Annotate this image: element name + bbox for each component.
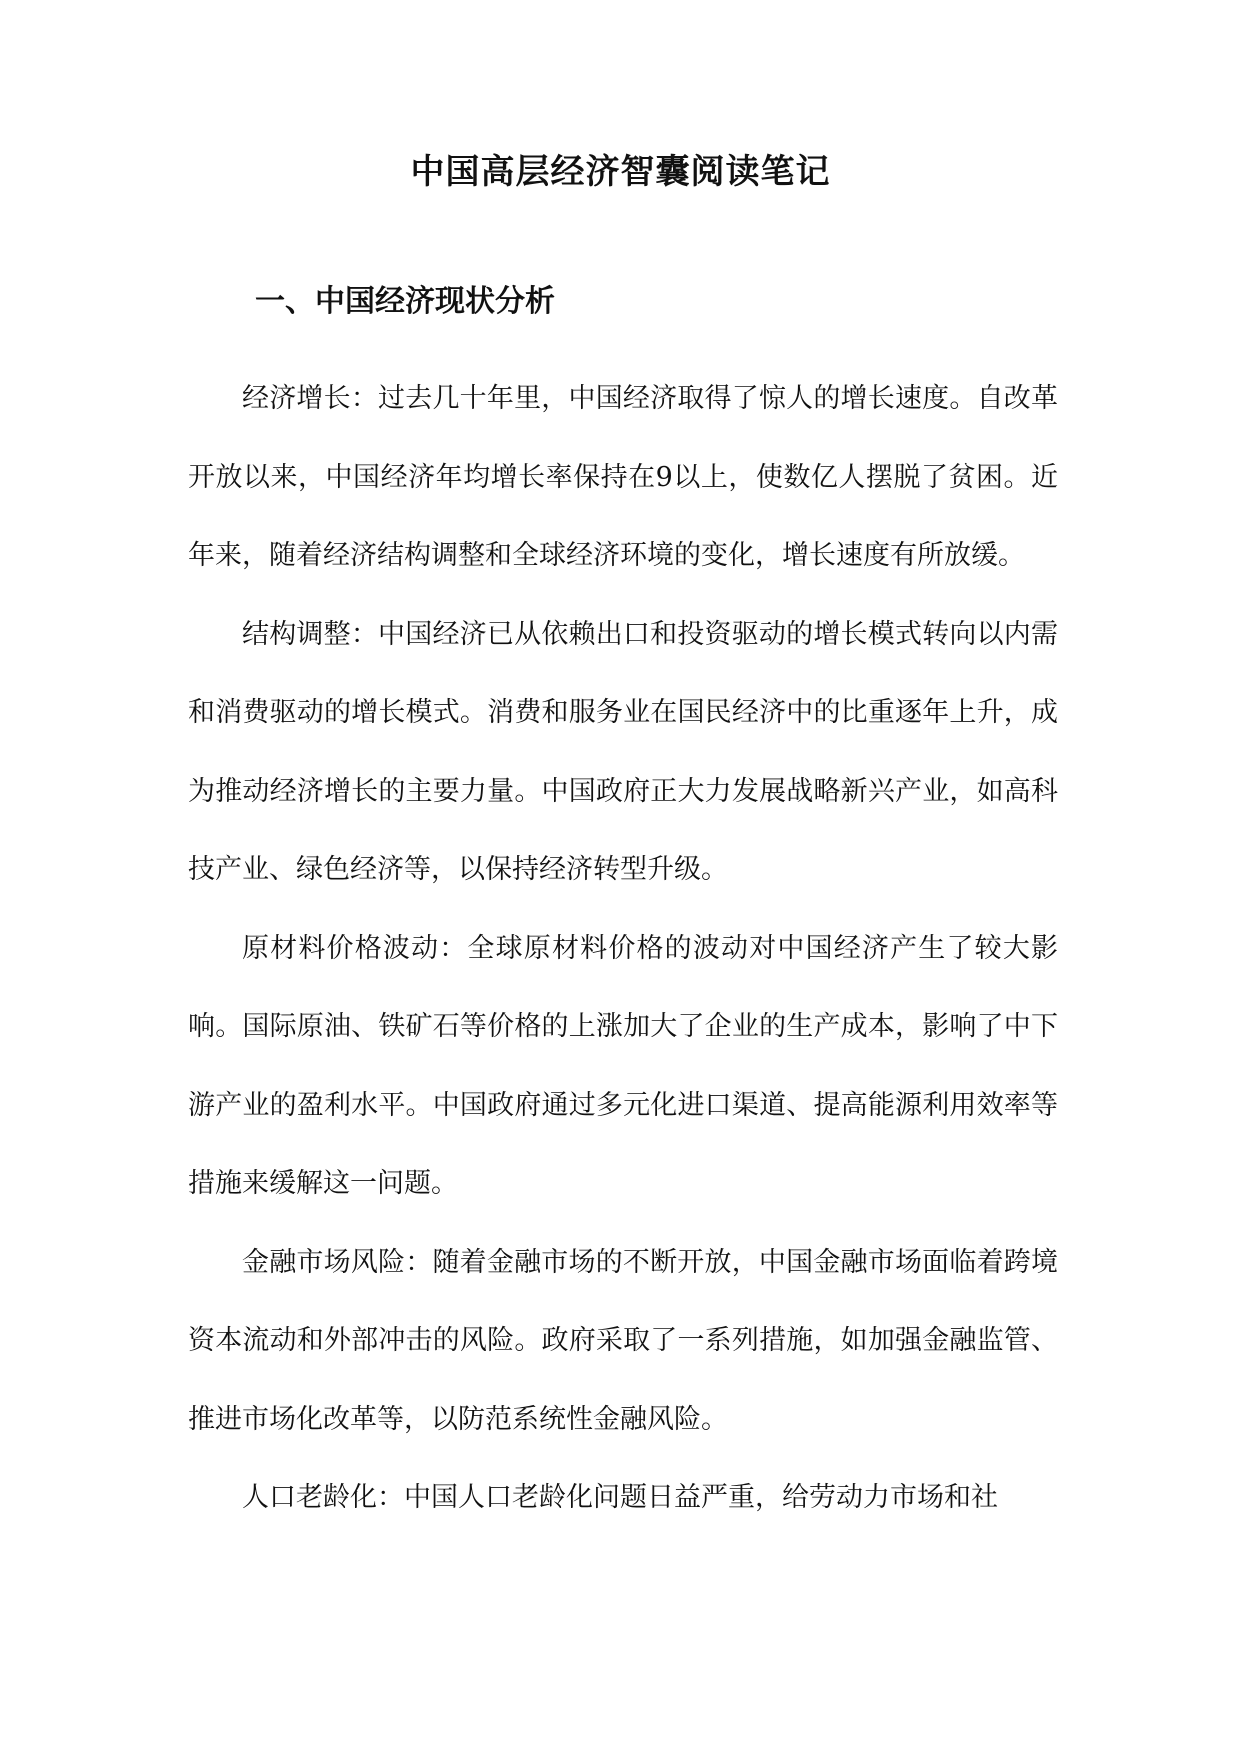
paragraph-structural-adjustment: 结构调整：中国经济已从依赖出口和投资驱动的增长模式转向以内需和消费驱动的增长模式。消费和服务业在国民经济中的比重逐年上升，成为推动经济增长的主要力量。中国政府正大力发展战略新兴产业，如高科技产业、绿色经济等，以保持经济转型升级。 [188, 618, 1058, 885]
paragraph-population-aging: 人口老龄化：中国人口老龄化问题日益严重，给劳动力市场和社 [242, 1482, 998, 1513]
paragraph-raw-material-prices: 原材料价格波动：全球原材料价格的波动对中国经济产生了较大影响。国际原油、铁矿石等价格的上涨加大了企业的生产成本，影响了中下游产业的盈利水平。中国政府通过多元化进口渠道、提高能源利用效率等措施来缓解这一问题。 [188, 932, 1058, 1199]
paragraph-economic-growth: 经济增长：过去几十年里，中国经济取得了惊人的增长速度。自改革开放以来，中国经济年均增长率保持在9以上，使数亿人摆脱了贫困。近年来，随着经济结构调整和全球经济环境的变化，增长速度有所放缓。 [188, 383, 1058, 571]
body-text [188, 360, 1058, 1538]
section-heading: 一、中国经济现状分析 [255, 284, 555, 319]
document-title: 中国高层经济智囊阅读笔记 [410, 152, 831, 192]
paragraph-financial-risk: 金融市场风险：随着金融市场的不断开放，中国金融市场面临着跨境资本流动和外部冲击的风险。政府采取了一系列措施，如加强金融监管、推进市场化改革等，以防范系统性金融风险。 [188, 1246, 1058, 1435]
